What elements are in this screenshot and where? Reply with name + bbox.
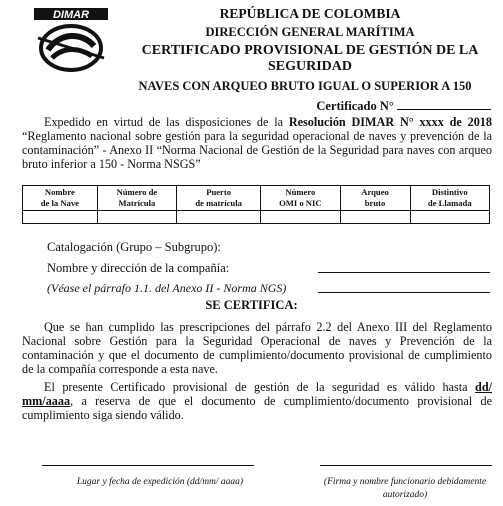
place-date-signature-line[interactable] — [42, 465, 254, 466]
table-header-row — [23, 186, 490, 211]
validity-date: dd/ mm/aaaa — [22, 380, 492, 408]
logo-text: DIMAR — [52, 9, 90, 21]
intro-suffix: “Reglamento nacional sobre gestión para la seguridad operacional de naves y prevención de la contaminación” - Anexo II “Norma Nacional de Gestión de la Seguridad para naves con arqueo bruto inferior a 150 - Norma NSGS” — [22, 129, 492, 171]
col-imo-number: Número OMI o NIC — [261, 186, 340, 211]
cell-imo-number[interactable] — [261, 211, 340, 224]
table-row — [23, 211, 490, 224]
cell-registration-port[interactable] — [177, 211, 261, 224]
se-certifica-heading: SE CERTIFICA: — [205, 298, 298, 312]
header-ship-scope: NAVES CON ARQUEO BRUTO IGUAL O SUPERIOR A 150 — [138, 79, 472, 93]
cell-registration-number[interactable] — [97, 211, 176, 224]
place-date-label: Lugar y fecha de expedición (dd/mm/ aaaa) — [76, 477, 244, 487]
header-country: REPÚBLICA DE COLOMBIA — [219, 6, 401, 21]
intro-prefix: Expedido en virtud de las disposiciones de la — [44, 115, 289, 129]
ship-data-table — [22, 185, 490, 224]
cell-call-sign[interactable] — [410, 211, 489, 224]
intro-paragraph — [22, 115, 492, 171]
cell-gross-tonnage[interactable] — [340, 211, 410, 224]
dimar-emblem-icon — [30, 6, 112, 74]
header-agency: DIRECCIÓN GENERAL MARÍTIMA — [205, 25, 415, 39]
company-field-line-2[interactable] — [318, 292, 490, 293]
col-registration-number: Número de Matrícula — [97, 186, 176, 211]
official-signature-label: (Firma y nombre funcionario debidamente autorizado) — [323, 477, 487, 500]
cell-ship-name[interactable] — [23, 211, 98, 224]
certification-paragraph — [22, 320, 492, 376]
validity-paragraph — [22, 380, 492, 422]
col-ship-name: Nombre de la Nave — [23, 186, 98, 211]
catalog-label: Catalogación (Grupo – Subgrupo): — [47, 240, 221, 254]
certificate-number-label: Certificado N° — [316, 99, 394, 113]
dimar-logo — [30, 6, 112, 74]
certification-text: Que se han cumplido las prescripciones del párrafo 2.2 del Anexo III del Reglamento Nacional sobre Gestión para la Seguridad Operacional de naves y Prevención de la contaminación y que el documento de cumplimiento/documento provisional de cumplimiento de la compañía corresponde a esta nave. — [22, 320, 492, 376]
intro-resolution: Resolución DIMAR N° xxxx de 2018 — [288, 115, 492, 129]
reference-note: (Véase el párrafo 1.1. del Anexo II - Norma NGS) — [47, 281, 287, 295]
header-certificate-title: CERTIFICADO PROVISIONAL DE GESTIÓN DE LA SEGURIDAD — [141, 43, 479, 74]
validity-prefix: El presente Certificado provisional de gestión de la seguridad es válido hasta — [44, 380, 476, 394]
company-field-line[interactable] — [318, 272, 490, 273]
validity-suffix: , a reserva de que el documento de cumplimiento/documento provisional de cumplimiento siga siendo válido. — [22, 394, 492, 422]
certificate-number — [316, 97, 491, 114]
col-call-sign: Distintivo de Llamada — [410, 186, 489, 211]
col-gross-tonnage: Arqueo bruto — [340, 186, 410, 211]
col-registration-port: Puerto de matrícula — [177, 186, 261, 211]
company-label: Nombre y dirección de la compañía: — [47, 261, 230, 275]
official-signature-line[interactable] — [320, 465, 492, 466]
certificate-number-blank — [397, 97, 491, 110]
